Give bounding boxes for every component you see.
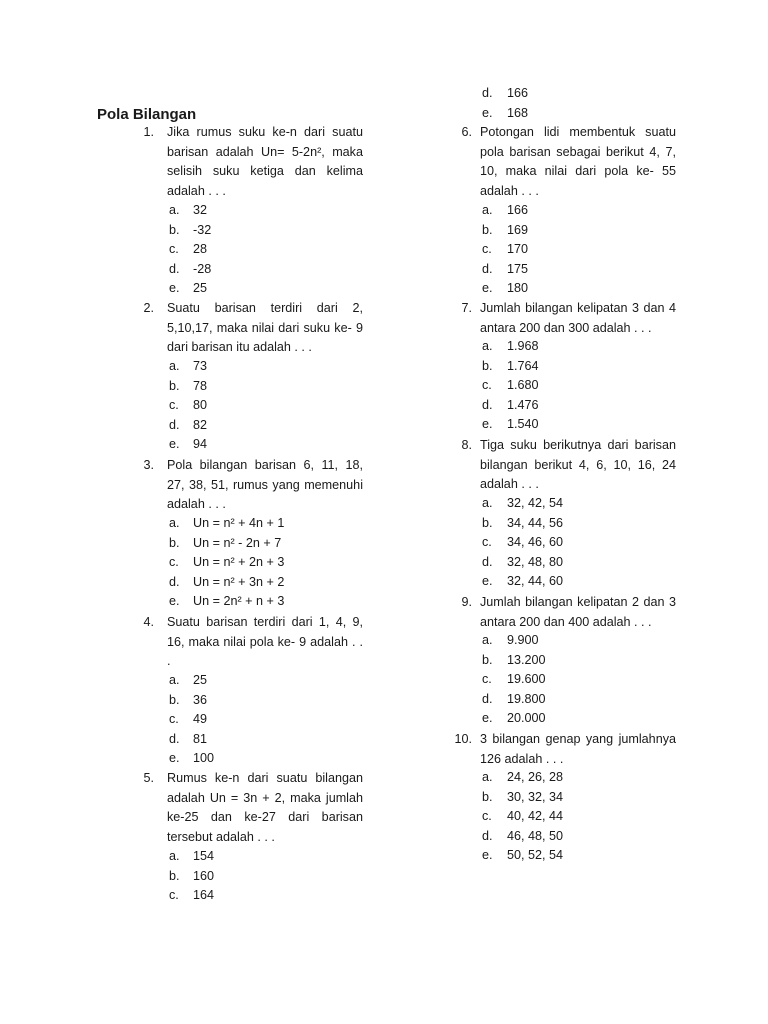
option-b[interactable] bbox=[440, 357, 768, 377]
option-label: e. bbox=[482, 105, 493, 120]
option-c[interactable] bbox=[440, 376, 768, 396]
option-value: 30, 32, 34 bbox=[507, 789, 564, 804]
option-label: e. bbox=[482, 574, 493, 589]
option-label: d. bbox=[482, 554, 493, 569]
option-value: Un = 2n² + n + 3 bbox=[193, 594, 285, 609]
question-text: 3 bilangan genap yang jumlahnya 126 adalah . . . bbox=[480, 732, 676, 766]
option-label: c. bbox=[169, 555, 179, 570]
option-a[interactable] bbox=[0, 514, 384, 534]
option-label: d. bbox=[482, 691, 493, 706]
option-list bbox=[0, 671, 384, 769]
question-number: 9. bbox=[461, 595, 472, 609]
option-b[interactable] bbox=[0, 867, 384, 887]
option-value: 32, 44, 60 bbox=[507, 574, 564, 589]
question-text: Tiga suku berikutnya dari barisan bilangan berikut 4, 6, 10, 16, 24 adalah . . . bbox=[480, 438, 676, 492]
option-value: 46, 48, 50 bbox=[507, 828, 564, 843]
option-label: e. bbox=[169, 751, 180, 766]
option-c[interactable] bbox=[440, 240, 768, 260]
option-e[interactable] bbox=[0, 592, 384, 612]
option-value: 160 bbox=[193, 868, 215, 883]
option-label: a. bbox=[169, 203, 180, 217]
option-value: 28 bbox=[193, 242, 208, 257]
option-label: b. bbox=[169, 535, 180, 550]
question-number: 6. bbox=[461, 125, 472, 139]
option-value: Un = n² + 4n + 1 bbox=[193, 516, 285, 530]
option-c[interactable] bbox=[440, 533, 768, 553]
question-text: Jumlah bilangan kelipatan 3 dan 4 antara 200 dan 300 adalah . . . bbox=[480, 301, 676, 335]
question-number: 2. bbox=[143, 301, 154, 315]
option-value: 34, 44, 56 bbox=[507, 515, 564, 530]
option-d[interactable] bbox=[0, 573, 384, 593]
option-label: e. bbox=[482, 711, 493, 726]
question-number: 7. bbox=[461, 301, 472, 315]
option-label: a. bbox=[169, 516, 180, 530]
option-label: a. bbox=[482, 770, 493, 784]
option-a[interactable] bbox=[0, 671, 384, 691]
option-value: 154 bbox=[193, 849, 215, 863]
option-c[interactable] bbox=[440, 670, 768, 690]
option-value: 40, 42, 44 bbox=[507, 809, 564, 824]
option-value: 1.764 bbox=[507, 358, 539, 373]
option-label: b. bbox=[482, 222, 493, 237]
option-label: a. bbox=[169, 359, 180, 373]
question-number: 10. bbox=[454, 732, 472, 746]
option-d[interactable] bbox=[440, 84, 768, 104]
option-value: 32, 48, 80 bbox=[507, 554, 564, 569]
option-d[interactable] bbox=[0, 730, 384, 750]
option-e[interactable] bbox=[440, 846, 768, 866]
question-text: Rumus ke-n dari suatu bilangan adalah Un = 3n + 2, maka jumlah ke-25 dan ke-27 dari barisan tersebut adalah . . . bbox=[167, 771, 363, 844]
option-e[interactable] bbox=[440, 104, 768, 124]
option-label: d. bbox=[482, 828, 493, 843]
option-value: 164 bbox=[193, 888, 215, 903]
option-b[interactable] bbox=[440, 221, 768, 241]
option-d[interactable] bbox=[440, 827, 768, 847]
option-b[interactable] bbox=[440, 514, 768, 534]
option-label: e. bbox=[169, 594, 180, 609]
option-label: d. bbox=[169, 574, 180, 589]
option-value: 32 bbox=[193, 203, 208, 217]
option-label: d. bbox=[169, 261, 180, 276]
option-value: 1.968 bbox=[507, 339, 539, 353]
option-value: 80 bbox=[193, 398, 208, 413]
option-value: 34, 46, 60 bbox=[507, 535, 564, 550]
option-label: e. bbox=[169, 437, 180, 452]
option-value: 175 bbox=[507, 261, 529, 276]
option-label: c. bbox=[169, 712, 179, 727]
option-c[interactable] bbox=[0, 553, 384, 573]
page-title: Pola Bilangan bbox=[97, 106, 197, 123]
option-value: 36 bbox=[193, 692, 208, 707]
option-b[interactable] bbox=[0, 691, 384, 711]
option-label: e. bbox=[169, 281, 180, 296]
option-label: b. bbox=[482, 652, 493, 667]
option-c[interactable] bbox=[440, 807, 768, 827]
option-value: 170 bbox=[507, 242, 529, 257]
option-a[interactable] bbox=[0, 201, 384, 221]
option-label: c. bbox=[482, 672, 492, 687]
option-a[interactable] bbox=[440, 768, 768, 788]
option-value: 94 bbox=[193, 437, 208, 452]
option-value: 24, 26, 28 bbox=[507, 770, 564, 784]
option-e[interactable] bbox=[0, 435, 384, 455]
option-label: e. bbox=[482, 281, 493, 296]
option-value: 81 bbox=[193, 731, 208, 746]
question-text: Jumlah bilangan kelipatan 2 dan 3 antara 200 dan 400 adalah . . . bbox=[480, 595, 676, 629]
question-number: 1. bbox=[143, 125, 154, 139]
option-label: a. bbox=[482, 203, 493, 217]
question-number: 8. bbox=[461, 438, 472, 452]
option-label: d. bbox=[169, 731, 180, 746]
option-value: 73 bbox=[193, 359, 208, 373]
option-list-continued bbox=[440, 84, 768, 123]
option-value: 19.600 bbox=[507, 672, 546, 687]
option-value: 78 bbox=[193, 378, 208, 393]
option-label: d. bbox=[482, 86, 493, 100]
option-value: 32, 42, 54 bbox=[507, 496, 564, 510]
option-d[interactable] bbox=[440, 690, 768, 710]
option-value: 100 bbox=[193, 751, 215, 766]
option-label: b. bbox=[482, 789, 493, 804]
option-a[interactable] bbox=[440, 494, 768, 514]
option-list bbox=[0, 847, 384, 906]
option-list bbox=[440, 768, 768, 866]
option-c[interactable] bbox=[0, 240, 384, 260]
option-label: d. bbox=[482, 261, 493, 276]
option-b[interactable] bbox=[0, 377, 384, 397]
option-e[interactable] bbox=[0, 279, 384, 299]
option-d[interactable] bbox=[440, 260, 768, 280]
option-b[interactable] bbox=[440, 651, 768, 671]
option-value: Un = n² - 2n + 7 bbox=[193, 535, 282, 550]
option-c[interactable] bbox=[0, 710, 384, 730]
option-value: -28 bbox=[193, 261, 212, 276]
option-c[interactable] bbox=[0, 396, 384, 416]
option-list bbox=[0, 514, 384, 612]
option-label: c. bbox=[482, 242, 492, 257]
option-a[interactable] bbox=[0, 357, 384, 377]
option-d[interactable] bbox=[0, 416, 384, 436]
option-list bbox=[440, 201, 768, 299]
option-label: a. bbox=[169, 673, 180, 687]
option-label: a. bbox=[482, 633, 493, 647]
option-b[interactable] bbox=[0, 221, 384, 241]
option-label: e. bbox=[482, 417, 493, 432]
option-list bbox=[440, 494, 768, 592]
option-value: 180 bbox=[507, 281, 529, 296]
option-label: c. bbox=[482, 535, 492, 550]
option-value: Un = n² + 2n + 3 bbox=[193, 555, 285, 570]
option-label: c. bbox=[482, 378, 492, 393]
option-e[interactable] bbox=[440, 415, 768, 435]
option-d[interactable] bbox=[0, 260, 384, 280]
option-value: 168 bbox=[507, 105, 529, 120]
option-label: c. bbox=[169, 888, 179, 903]
option-label: c. bbox=[482, 809, 492, 824]
option-value: 20.000 bbox=[507, 711, 546, 726]
option-a[interactable] bbox=[440, 337, 768, 357]
option-label: b. bbox=[482, 515, 493, 530]
option-label: b. bbox=[169, 868, 180, 883]
option-value: 49 bbox=[193, 712, 208, 727]
option-label: b. bbox=[169, 692, 180, 707]
option-value: 166 bbox=[507, 203, 529, 217]
option-a[interactable] bbox=[440, 201, 768, 221]
option-label: b. bbox=[482, 358, 493, 373]
question-text: Jika rumus suku ke-n dari suatu barisan adalah Un= 5-2n², maka selisih suku ketiga dan kelima adalah . . . bbox=[167, 125, 363, 198]
option-label: a. bbox=[482, 496, 493, 510]
option-label: b. bbox=[169, 222, 180, 237]
option-label: a. bbox=[482, 339, 493, 353]
option-value: 1.476 bbox=[507, 397, 539, 412]
question-number: 3. bbox=[143, 458, 154, 472]
question-number: 4. bbox=[143, 615, 154, 629]
option-label: a. bbox=[169, 849, 180, 863]
option-label: c. bbox=[169, 242, 179, 257]
option-list bbox=[440, 631, 768, 729]
question-number: 5. bbox=[143, 771, 154, 785]
option-e[interactable] bbox=[440, 572, 768, 592]
option-c[interactable] bbox=[0, 886, 384, 906]
option-value: 25 bbox=[193, 281, 208, 296]
option-value: 9.900 bbox=[507, 633, 539, 647]
option-value: 82 bbox=[193, 417, 208, 432]
option-label: e. bbox=[482, 848, 493, 863]
option-value: 166 bbox=[507, 86, 529, 100]
option-list bbox=[0, 357, 384, 455]
option-d[interactable] bbox=[440, 553, 768, 573]
question-text: Potongan lidi membentuk suatu pola barisan sebagai berikut 4, 7, 10, maka nilai dari pola ke- 55 adalah . . . bbox=[480, 125, 676, 198]
option-value: 13.200 bbox=[507, 652, 546, 667]
option-e[interactable] bbox=[440, 709, 768, 729]
option-e[interactable] bbox=[0, 749, 384, 769]
option-label: d. bbox=[482, 397, 493, 412]
option-b[interactable] bbox=[0, 534, 384, 554]
option-value: 169 bbox=[507, 222, 529, 237]
option-list bbox=[0, 201, 384, 299]
option-b[interactable] bbox=[440, 788, 768, 808]
option-list bbox=[440, 337, 768, 435]
option-value: Un = n² + 3n + 2 bbox=[193, 574, 285, 589]
option-e[interactable] bbox=[440, 279, 768, 299]
question-text: Pola bilangan barisan 6, 11, 18, 27, 38, 51, rumus yang memenuhi adalah . . . bbox=[167, 458, 363, 512]
question-text: Suatu barisan terdiri dari 1, 4, 9, 16, maka nilai pola ke- 9 adalah . . . bbox=[167, 615, 363, 669]
option-label: c. bbox=[169, 398, 179, 413]
option-value: 50, 52, 54 bbox=[507, 848, 564, 863]
option-value: 19.800 bbox=[507, 691, 546, 706]
option-a[interactable] bbox=[440, 631, 768, 651]
option-value: 25 bbox=[193, 673, 208, 687]
option-a[interactable] bbox=[0, 847, 384, 867]
option-d[interactable] bbox=[440, 396, 768, 416]
option-value: -32 bbox=[193, 222, 212, 237]
option-label: b. bbox=[169, 378, 180, 393]
option-label: d. bbox=[169, 417, 180, 432]
option-value: 1.540 bbox=[507, 417, 539, 432]
option-value: 1.680 bbox=[507, 378, 539, 393]
question-text: Suatu barisan terdiri dari 2, 5,10,17, maka nilai dari suku ke- 9 dari barisan itu adalah . . . bbox=[167, 301, 363, 355]
